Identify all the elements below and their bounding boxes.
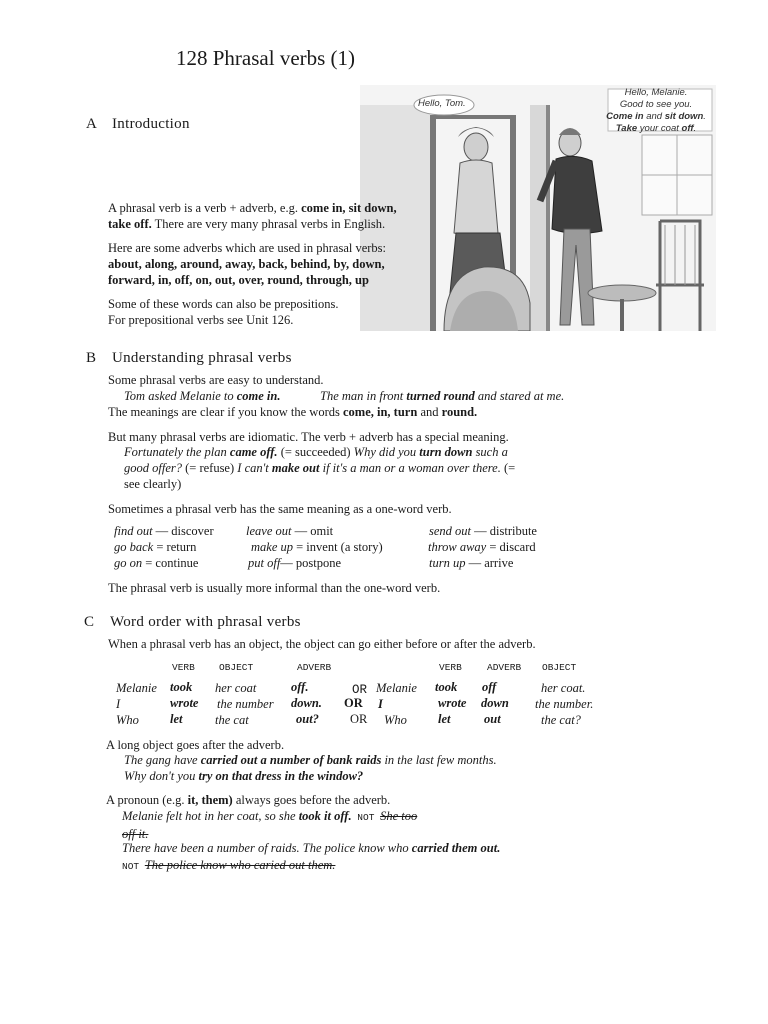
or-label: OR — [352, 683, 368, 697]
section-title: Word order with phrasal verbs — [110, 614, 301, 630]
section-a-paragraph-2 — [108, 240, 438, 288]
bubble-bold: sit down — [664, 111, 704, 122]
bold-text: took it off. — [298, 809, 352, 823]
text: I can't — [237, 461, 272, 475]
text: The phrasal verb is usually more informal than the one-word verb. — [108, 581, 441, 595]
pronoun-example-1 — [122, 808, 452, 842]
section-letter: A — [86, 116, 98, 132]
text: Sometimes a phrasal verb has the same meaning as a one-word verb. — [108, 502, 452, 516]
verb: let — [170, 712, 183, 726]
line — [124, 460, 554, 476]
bold-text: carried them out. — [411, 841, 501, 855]
adverb: out? — [296, 712, 319, 726]
clear-meaning — [108, 404, 477, 420]
bold-text: round. — [441, 405, 478, 419]
section-title: Understanding phrasal verbs — [112, 350, 292, 366]
text: There have been a number of raids. The police know who — [122, 841, 412, 855]
bubble-bold: Come in — [606, 111, 644, 122]
subject: Melanie — [376, 681, 417, 695]
bubble-text: . — [703, 111, 706, 122]
page-title: 128 Phrasal verbs (1) — [176, 46, 356, 70]
object: the number — [217, 697, 274, 711]
phrasal: turn up — [429, 556, 466, 570]
example-2 — [124, 444, 554, 492]
section-letter: B — [86, 350, 97, 366]
bold-text: come in. — [236, 389, 281, 403]
meaning: = continue — [142, 556, 199, 570]
not-label: NOT — [122, 861, 145, 872]
text: if it's a man or a woman over there. — [319, 461, 501, 475]
text: such a — [472, 445, 508, 459]
pair — [114, 540, 196, 555]
pair — [246, 524, 333, 539]
not-label: NOT — [351, 812, 381, 823]
bold-text: turned round — [406, 389, 475, 403]
text: Why don't you — [124, 769, 199, 783]
pair — [248, 556, 341, 571]
section-c-heading — [84, 614, 301, 631]
subject: Who — [116, 713, 139, 727]
phrasal: go back — [114, 540, 154, 554]
pair — [251, 540, 383, 555]
adverb: off. — [291, 680, 309, 694]
text: When a phrasal verb has an object, the object can go either before or after the adverb. — [108, 637, 536, 651]
text: (= succeeded) — [277, 445, 354, 459]
column-header: OBJECT — [219, 662, 254, 673]
bold-text: come in, sit down, — [301, 201, 397, 215]
object: her coat. — [541, 681, 586, 695]
section-title: Introduction — [112, 116, 190, 132]
bold-text: take off. — [108, 217, 152, 231]
meaning: = discard — [486, 540, 536, 554]
bold-text: come, in, turn — [343, 405, 418, 419]
bubble-bold: Take — [615, 123, 638, 134]
bubble-line — [598, 123, 714, 135]
verb: took — [170, 680, 193, 694]
verb: wrote — [438, 696, 467, 710]
text: A phrasal verb is a verb + adverb, e.g. — [108, 201, 302, 215]
object: the cat? — [541, 713, 581, 727]
section-letter: C — [84, 614, 95, 630]
text: (= refuse) — [181, 461, 238, 475]
pair — [428, 540, 536, 555]
text: good offer? — [124, 461, 182, 475]
bubble-line: Hello, Melanie. — [624, 87, 688, 98]
text: The meanings are clear if you know the words — [108, 405, 343, 419]
pronoun-example-3 — [122, 857, 335, 875]
pair — [114, 556, 198, 571]
bold-text: came off. — [229, 445, 278, 459]
section-a-paragraph-1 — [108, 200, 438, 232]
text: Here are some adverbs which are used in phrasal verbs: — [108, 241, 387, 255]
text: There are very many phrasal verbs in English. — [151, 217, 386, 231]
column-header: ADVERB — [487, 662, 522, 673]
text: Tom asked Melanie to — [124, 389, 237, 403]
object: her coat — [215, 681, 257, 695]
adverb: out — [484, 712, 501, 726]
subject: I — [378, 697, 383, 711]
section-a-paragraph-3 — [108, 296, 438, 328]
verb: let — [438, 712, 451, 726]
verb: wrote — [170, 696, 199, 710]
adverb: off — [482, 680, 497, 694]
bubble-line: Good to see you. — [619, 99, 693, 110]
meaning: — distribute — [471, 524, 537, 538]
wrong-text: off it. — [122, 827, 149, 841]
verb: took — [435, 680, 458, 694]
phrasal: make up — [251, 540, 293, 554]
bold-text: try on that dress in the window? — [198, 769, 364, 783]
or-label: OR — [344, 696, 363, 710]
phrasal: leave out — [246, 524, 292, 538]
bubble-text: . — [693, 123, 697, 134]
text: in the last few months. — [381, 753, 497, 767]
column-header: VERB — [439, 662, 462, 673]
text: always goes before the adverb. — [232, 793, 391, 807]
text: Melanie felt hot in her coat, so she — [122, 809, 299, 823]
example-1a — [124, 388, 280, 404]
text: Some phrasal verbs are easy to understand. — [108, 373, 324, 387]
bold-text: carried out a number of bank raids — [200, 753, 382, 767]
or-label: OR — [350, 712, 368, 726]
object: the number. — [535, 697, 594, 711]
phrasal: go on — [114, 556, 143, 570]
pronoun-rule — [106, 792, 390, 808]
text: and stared at me. — [474, 389, 565, 403]
text: Why did you — [353, 445, 420, 459]
adverb-list: about, along, around, away, back, behind, by, down, — [108, 257, 385, 271]
adverb-list: forward, in, off, on, out, over, round, through, up — [108, 273, 369, 287]
meaning: — omit — [291, 524, 334, 538]
speech-bubble-tom: Hello, Tom. — [418, 98, 466, 109]
meaning: = return — [153, 540, 197, 554]
text: and — [417, 405, 442, 419]
subject: I — [116, 697, 121, 711]
phrasal: put off — [248, 556, 281, 570]
object: the cat — [215, 713, 249, 727]
text: (= — [500, 461, 516, 475]
meaning: — discover — [152, 524, 214, 538]
phrasal: send out — [429, 524, 472, 538]
meaning: — postpone — [280, 556, 342, 570]
long-example-1 — [124, 752, 497, 768]
bold-text: it, them) — [187, 793, 233, 807]
long-example-2 — [124, 768, 363, 784]
text: But many phrasal verbs are idiomatic. The verb + adverb has a special meaning. — [108, 430, 509, 444]
wrong-text: The police know who caried out them. — [144, 858, 336, 872]
adverb: down — [481, 696, 509, 710]
section-a-heading — [86, 116, 190, 133]
bubble-text: and — [643, 111, 665, 122]
text: A long object goes after the adverb. — [106, 738, 285, 752]
bubble-line — [598, 111, 714, 123]
meaning: — arrive — [465, 556, 514, 570]
subject: Who — [384, 713, 407, 727]
line — [124, 444, 554, 460]
phrasal: find out — [114, 524, 153, 538]
text: A pronoun (e.g. — [106, 793, 188, 807]
column-header: ADVERB — [297, 662, 332, 673]
section-b-heading — [86, 350, 292, 367]
bubble-bold: off — [681, 123, 694, 134]
adverb: down. — [291, 696, 322, 710]
wrong-text: She too — [380, 809, 418, 823]
pair — [429, 524, 537, 539]
bubble-text: your coat — [637, 123, 682, 134]
text: Some of these words can also be prepositions. — [108, 297, 339, 311]
text: Fortunately the plan — [124, 445, 230, 459]
line — [122, 808, 452, 826]
column-header: VERB — [172, 662, 195, 673]
text: For prepositional verbs see Unit 126. — [108, 313, 294, 327]
text: The gang have — [124, 753, 201, 767]
example-1b — [320, 388, 564, 404]
phrasal: throw away — [428, 540, 487, 554]
pronoun-example-2 — [122, 840, 500, 856]
subject: Melanie — [116, 681, 157, 695]
bold-text: make out — [271, 461, 320, 475]
meaning: = invent (a story) — [293, 540, 383, 554]
text: The man in front — [320, 389, 407, 403]
line: see clearly) — [124, 477, 182, 491]
pair — [114, 524, 214, 539]
column-header: OBJECT — [542, 662, 577, 673]
bold-text: turn down — [419, 445, 473, 459]
speech-bubble-melanie — [598, 87, 714, 135]
pair — [429, 556, 513, 571]
